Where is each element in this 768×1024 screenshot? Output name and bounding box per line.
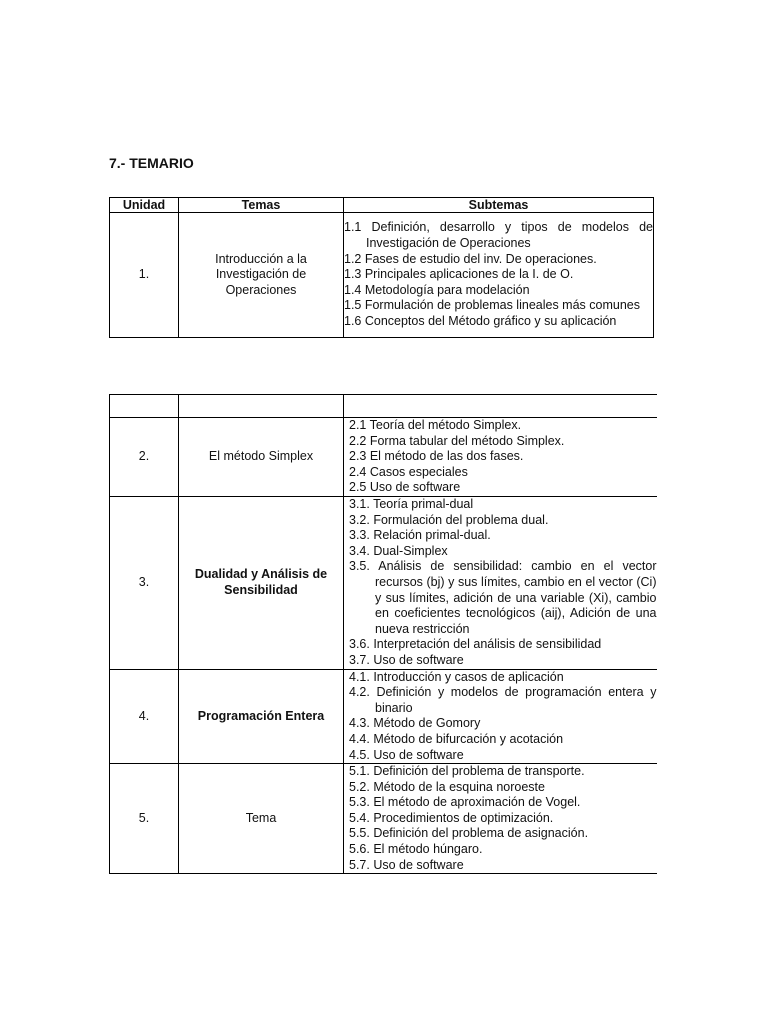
header-temas: Temas bbox=[179, 198, 344, 213]
subtopics-cell bbox=[344, 764, 657, 874]
subtopic-item: 4.1. Introducción y casos de aplicación bbox=[349, 669, 564, 684]
subtopic-item: 5.3. El método de aproximación de Vogel. bbox=[349, 795, 581, 810]
section-heading: 7.- TEMARIO bbox=[109, 155, 194, 171]
unit-topic: Tema bbox=[179, 764, 344, 874]
table-row-unit-5 bbox=[110, 764, 657, 874]
subtopic-item: 5.2. Método de la esquina noroeste bbox=[349, 779, 545, 794]
unit-topic: El método Simplex bbox=[179, 418, 344, 497]
table-row-unit-2 bbox=[110, 418, 657, 497]
unit-number: 5. bbox=[110, 764, 179, 874]
subtopic-item: 1.6 Conceptos del Método gráfico y su aplicación bbox=[344, 313, 617, 328]
subtopics-cell bbox=[344, 213, 654, 338]
temario-table-2 bbox=[109, 394, 657, 874]
subtopic-item: 3.6. Interpretación del análisis de sensibilidad bbox=[349, 637, 602, 652]
unit-number: 4. bbox=[110, 669, 179, 764]
subtopic-item: 5.7. Uso de software bbox=[349, 857, 464, 872]
subtopic-item: 4.3. Método de Gomory bbox=[349, 716, 481, 731]
header-subtemas: Subtemas bbox=[344, 198, 654, 213]
unit-number: 3. bbox=[110, 497, 179, 670]
empty-cell bbox=[344, 395, 657, 418]
table-row-unit-1 bbox=[110, 213, 654, 338]
subtopic-item: 3.2. Formulación del problema dual. bbox=[349, 512, 549, 527]
temario-table-1 bbox=[109, 197, 654, 338]
subtopic-item: 1.4 Metodología para modelación bbox=[344, 282, 530, 297]
subtopic-item: 1.3 Principales aplicaciones de la I. de O. bbox=[344, 267, 574, 282]
subtopic-item: 3.4. Dual-Simplex bbox=[349, 543, 448, 558]
unit-number: 1. bbox=[110, 213, 179, 338]
subtopic-item: 1.1 Definición, desarrollo y tipos de modelos de Investigación de Operaciones bbox=[344, 220, 653, 251]
unit-topic: Dualidad y Análisis de Sensibilidad bbox=[179, 497, 344, 670]
subtopics-cell bbox=[344, 669, 657, 764]
header-row bbox=[110, 198, 654, 213]
unit-topic: Introducción a la Investigación de Operaciones bbox=[179, 213, 344, 338]
subtopic-item: 2.5 Uso de software bbox=[349, 480, 461, 495]
subtopic-item: 3.5. Análisis de sensibilidad: cambio en el vector recursos (bj) y sus límites, cambio en el vector (Ci) y sus límites, adición de una variable (Xi), cambio en coeficientes tecnológicos (aij), Adición de una nueva restricción bbox=[349, 559, 657, 636]
subtopic-item: 3.7. Uso de software bbox=[349, 652, 464, 667]
subtopic-item: 1.5 Formulación de problemas lineales más comunes bbox=[344, 298, 640, 313]
subtopic-item: 5.1. Definición del problema de transporte. bbox=[349, 764, 585, 779]
subtopics-cell bbox=[344, 418, 657, 497]
subtopic-item: 1.2 Fases de estudio del inv. De operaciones. bbox=[344, 251, 597, 266]
subtopic-item: 4.5. Uso de software bbox=[349, 747, 464, 762]
subtopic-item: 3.3. Relación primal-dual. bbox=[349, 528, 491, 543]
unit-topic: Programación Entera bbox=[179, 669, 344, 764]
empty-cell bbox=[179, 395, 344, 418]
subtopic-item: 3.1. Teoría primal-dual bbox=[349, 497, 474, 511]
table-row-unit-3 bbox=[110, 497, 657, 670]
empty-cell bbox=[110, 395, 179, 418]
subtopic-item: 2.4 Casos especiales bbox=[349, 464, 468, 479]
subtopic-item: 2.2 Forma tabular del método Simplex. bbox=[349, 433, 565, 448]
subtopic-item: 5.6. El método húngaro. bbox=[349, 842, 483, 857]
subtopics-cell bbox=[344, 497, 657, 670]
subtopic-item: 5.4. Procedimientos de optimización. bbox=[349, 810, 554, 825]
subtopic-item: 5.5. Definición del problema de asignación. bbox=[349, 826, 589, 841]
subtopic-item: 2.1 Teoría del método Simplex. bbox=[349, 418, 522, 433]
subtopic-item: 4.2. Definición y modelos de programación entera y binario bbox=[349, 685, 657, 715]
subtopic-item: 4.4. Método de bifurcación y acotación bbox=[349, 731, 564, 746]
empty-header-row bbox=[110, 395, 657, 418]
subtopic-item: 2.3 El método de las dos fases. bbox=[349, 449, 524, 464]
header-unidad: Unidad bbox=[110, 198, 179, 213]
unit-number: 2. bbox=[110, 418, 179, 497]
table-row-unit-4 bbox=[110, 669, 657, 764]
